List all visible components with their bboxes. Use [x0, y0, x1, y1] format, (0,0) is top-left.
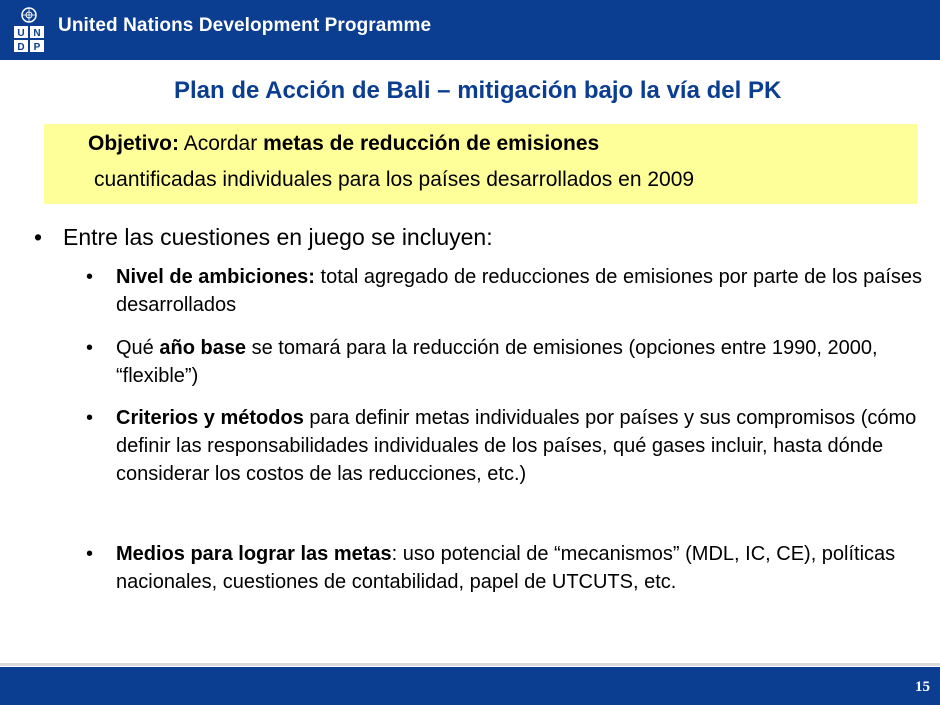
- objective-line-2: cuantificadas individuales para los países desarrollados en 2009: [94, 168, 695, 191]
- footer-divider: [0, 663, 940, 666]
- bullet-glyph: •: [34, 224, 43, 250]
- sub-bullet-bold: Criterios y métodos: [116, 407, 304, 429]
- objective-bold-text: metas de reducción de emisiones: [263, 132, 600, 155]
- bullet-glyph: •: [86, 407, 94, 429]
- sub-bullet-text: [116, 404, 926, 488]
- sub-bullet-text: [116, 540, 926, 596]
- sub-bullet-body: para definir metas individuales por países y sus compromisos (cómo definir las responsabilidades individuales de los países, qué gases incluir, hasta dónde considerar los costos de las reducciones, etc.): [116, 407, 917, 485]
- sub-bullet-body: total agregado de reducciones de emisiones por parte de los países desarrollados: [116, 266, 923, 316]
- sub-bullet-text: [116, 334, 926, 390]
- header-bar: [0, 0, 940, 60]
- main-bullet-text: Entre las cuestiones en juego se incluyen:: [63, 224, 493, 250]
- sub-bullet-body: : uso potencial de “mecanismos” (MDL, IC, CE), políticas nacionales, cuestiones de contabilidad, papel de UTCUTS, etc.: [116, 543, 896, 593]
- bullet-glyph: •: [86, 266, 94, 288]
- sub-bullet-prefix: Qué: [116, 337, 160, 359]
- undp-logo-icon: [12, 6, 46, 54]
- sub-bullet-bold: Medios para lograr las metas: [116, 543, 392, 565]
- objective-label: Objetivo:: [88, 132, 180, 155]
- svg-text:U: U: [17, 28, 25, 39]
- objective-box: [44, 124, 917, 204]
- svg-text:P: P: [33, 42, 41, 53]
- objective-line-1: [88, 132, 599, 156]
- bullet-glyph: •: [86, 337, 94, 359]
- svg-text:D: D: [17, 42, 25, 53]
- sub-bullet-bold: Nivel de ambiciones:: [116, 266, 315, 288]
- footer-bar: [0, 667, 940, 705]
- objective-text: Acordar: [179, 132, 264, 155]
- sub-bullet-body: se tomará para la reducción de emisiones (opciones entre 1990, 2000, “flexible”): [116, 337, 878, 387]
- bullet-glyph: •: [86, 543, 94, 565]
- sub-bullet-text: [116, 263, 926, 319]
- slide-title: Plan de Acción de Bali – mitigación bajo la vía del PK: [174, 77, 782, 104]
- org-name: United Nations Development Programme: [58, 15, 432, 36]
- page-number: 15: [915, 679, 930, 695]
- svg-text:N: N: [33, 28, 41, 39]
- sub-bullet-bold: año base: [159, 337, 247, 359]
